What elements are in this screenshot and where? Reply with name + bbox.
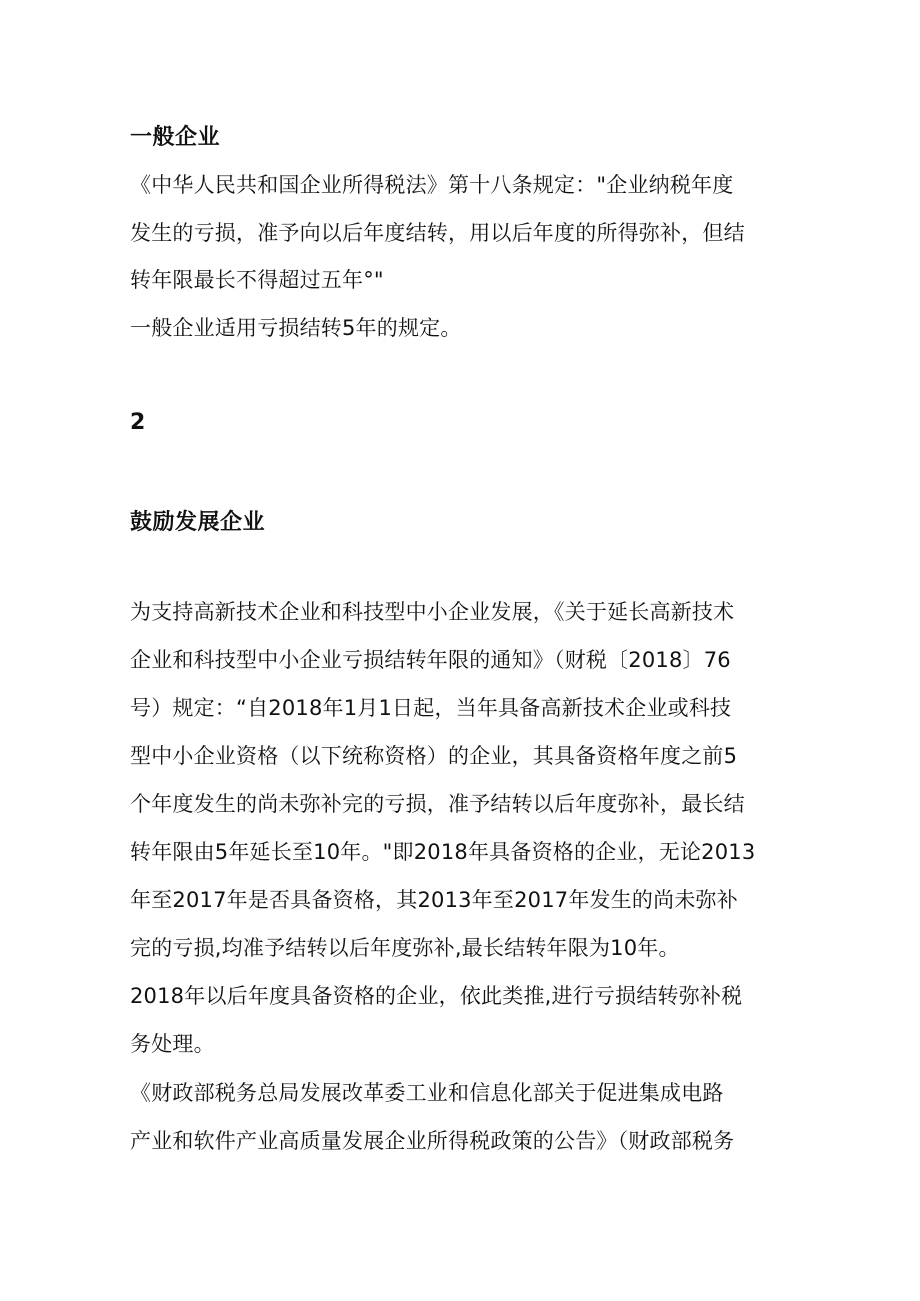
section-heading-general: 一般企业: [130, 125, 221, 150]
paragraph-line: 《中华人民共和国企业所得税法》第十八条规定："企业纳税年度: [130, 173, 734, 197]
paragraph-line: 完的亏损,均准予结转以后年度弥补,最长结转年限为10年。: [130, 936, 680, 960]
paragraph-line: 为支持高新技术企业和科技型中小企业发展，《关于延长高新技术: [130, 600, 735, 624]
paragraph-line: 转年限最长不得超过五年°": [130, 268, 384, 292]
section-heading-encouraged: 鼓励发展企业: [130, 510, 266, 535]
paragraph-line: 产业和软件产业高质量发展企业所得税政策的公告》（财政部税务: [130, 1129, 735, 1153]
paragraph-line: 号）规定：“自2018年1月1日起，当年具备高新技术企业或科技: [130, 696, 732, 720]
paragraph-line: 一般企业适用亏损结转5年的规定。: [130, 316, 462, 340]
paragraph-line: 发生的亏损，准予向以后年度结转，用以后年度的所得弥补，但结: [130, 221, 745, 245]
paragraph-line: 年至2017年是否具备资格，其2013年至2017年发生的尚未弥补: [130, 888, 738, 912]
paragraph-line: 型中小企业资格（以下统称资格）的企业，其具备资格年度之前5: [130, 744, 738, 768]
paragraph-line: 务处理。: [130, 1032, 215, 1056]
paragraph-line: 2018年以后年度具备资格的企业，依此类推,进行亏损结转弥补税: [130, 984, 743, 1008]
paragraph-line: 转年限由5年延长至10年。"即2018年具备资格的企业，无论2013: [130, 840, 756, 864]
paragraph-line: 《财政部税务总局发展改革委工业和信息化部关于促进集成电路: [130, 1081, 724, 1105]
paragraph-line: 企业和科技型中小企业亏损结转年限的通知》（财税〔2018〕76: [130, 648, 731, 672]
paragraph-line: 个年度发生的尚未弥补完的亏损，准予结转以后年度弥补，最长结: [130, 792, 745, 816]
section-number: 2: [130, 410, 146, 435]
